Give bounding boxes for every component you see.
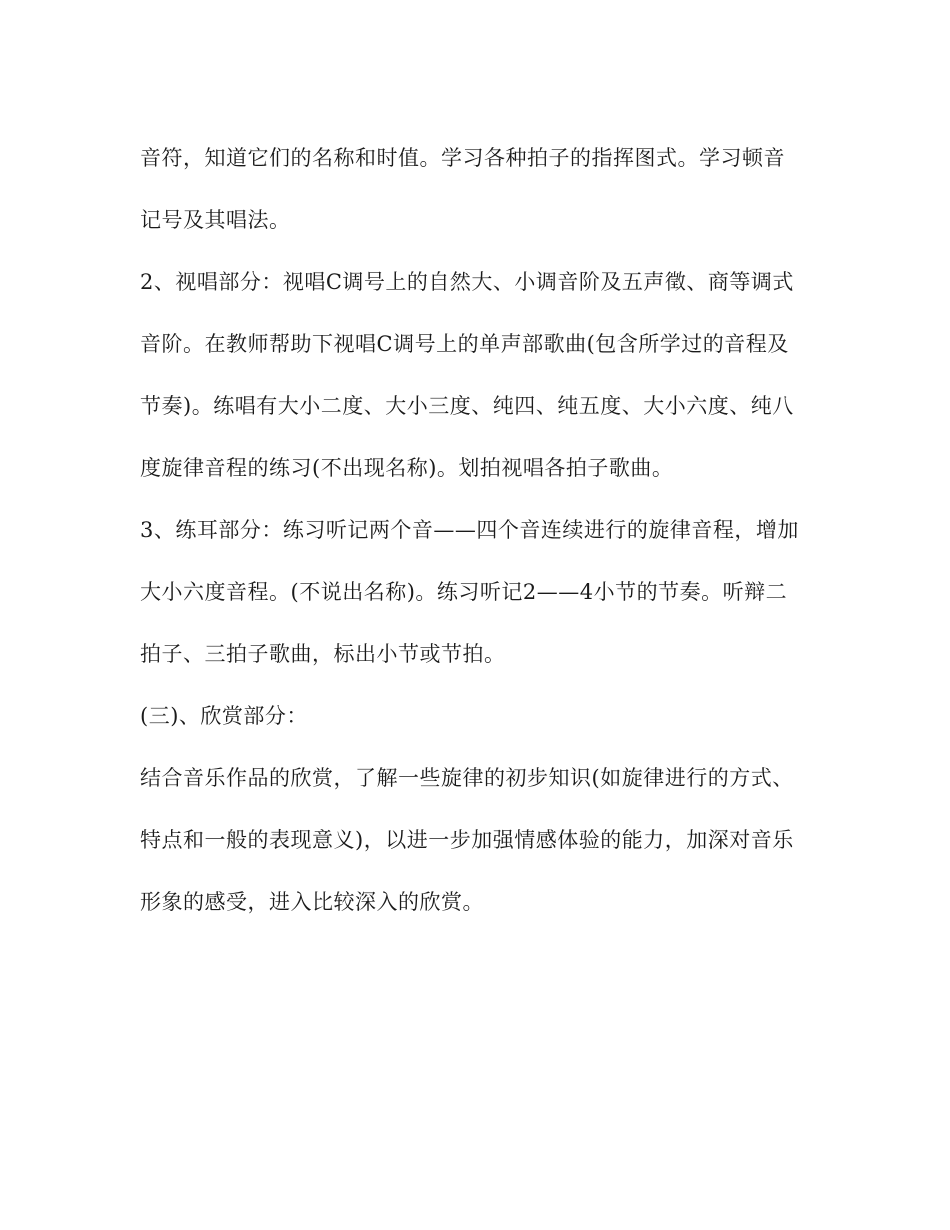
text-line: 拍子、三拍子歌曲，标出小节或节拍。 xyxy=(140,642,506,666)
text-line: 音符，知道它们的名称和时值。学习各种拍子的指挥图式。学习顿音 xyxy=(140,146,785,170)
text-line: 3、练耳部分：练习听记两个音——四个音连续进行的旋律音程，增加 xyxy=(140,518,799,542)
document-body xyxy=(140,131,810,937)
text-line: 音阶。在教师帮助下视唱C调号上的单声部歌曲(包含所学过的音程及 xyxy=(140,332,789,356)
text-line: 形象的感受，进入比较深入的欣赏。 xyxy=(140,890,484,914)
section-heading: (三)、欣赏部分： xyxy=(140,704,308,728)
text-line: 节奏)。练唱有大小二度、大小三度、纯四、纯五度、大小六度、纯八 xyxy=(140,394,794,418)
text-line: 特点和一般的表现意义)，以进一步加强情感体验的能力，加深对音乐 xyxy=(140,828,794,852)
text-line: 结合音乐作品的欣赏，了解一些旋律的初步知识(如旋律进行的方式、 xyxy=(140,766,794,790)
text-line: 记号及其唱法。 xyxy=(140,208,291,232)
text-line: 大小六度音程。(不说出名称)。练习听记2——4小节的节奏。听辩二 xyxy=(140,580,788,604)
text-line: 2、视唱部分：视唱C调号上的自然大、小调音阶及五声徵、商等调式 xyxy=(140,270,794,294)
text-line: 度旋律音程的练习(不出现名称)。划拍视唱各拍子歌曲。 xyxy=(140,456,674,480)
